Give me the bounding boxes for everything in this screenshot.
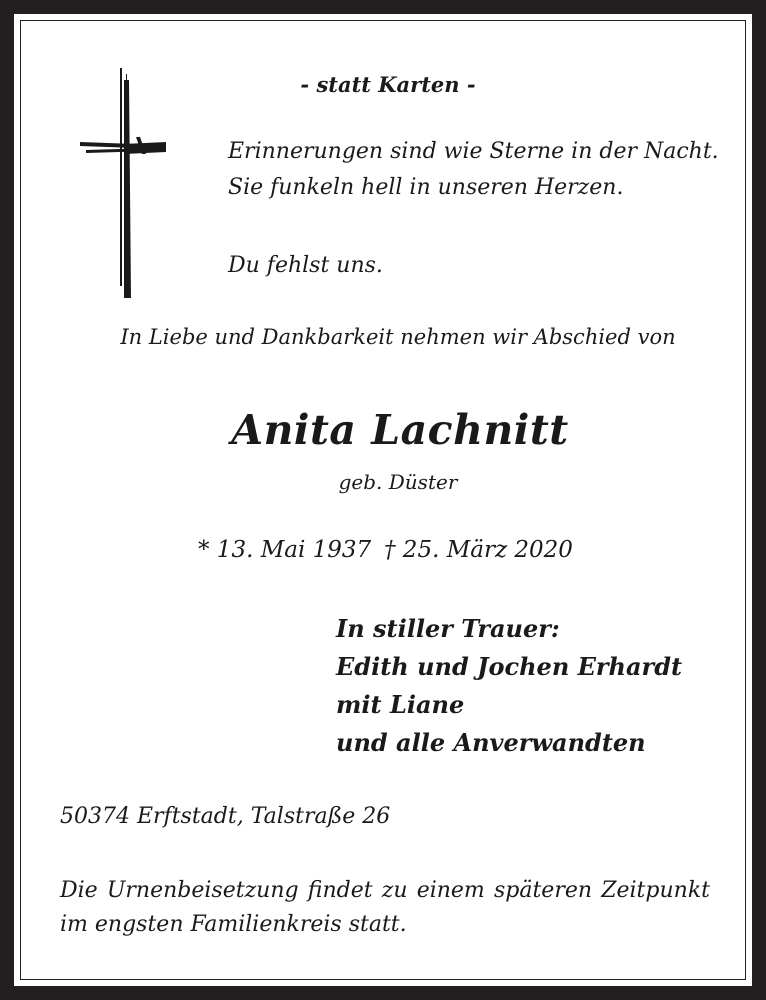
death-date: † 25. März 2020 xyxy=(384,537,573,563)
funeral-note: Die Urnenbeisetzung findet zu einem späteren Zeitpunkt im engsten Familienkreis statt. xyxy=(60,878,710,937)
statt-karten-note: - statt Karten - xyxy=(300,72,476,97)
address: 50374 Erftstadt, Talstraße 26 xyxy=(60,804,391,829)
farewell-intro: In Liebe und Dankbarkeit nehmen wir Abschied von xyxy=(120,325,676,349)
mourners-block xyxy=(336,610,682,762)
verse-line-1: Erinnerungen sind wie Sterne in der Nacht. xyxy=(228,139,719,164)
deceased-name: Anita Lachnitt xyxy=(231,406,569,454)
verse-line-2: Sie funkeln hell in unseren Herzen. xyxy=(228,175,624,200)
mourner-line: mit Liane xyxy=(336,690,465,719)
maiden-name: geb. Düster xyxy=(338,470,458,494)
birth-date: * 13. Mai 1937 xyxy=(198,537,372,563)
cross-icon xyxy=(80,66,170,298)
mourner-line: Edith und Jochen Erhardt xyxy=(336,652,683,681)
mourners-heading: In stiller Trauer: xyxy=(336,614,560,643)
obituary-notice xyxy=(14,14,752,986)
verse-line-3: Du fehlst uns. xyxy=(228,253,383,278)
mourner-line: und alle Anverwandten xyxy=(336,728,646,757)
